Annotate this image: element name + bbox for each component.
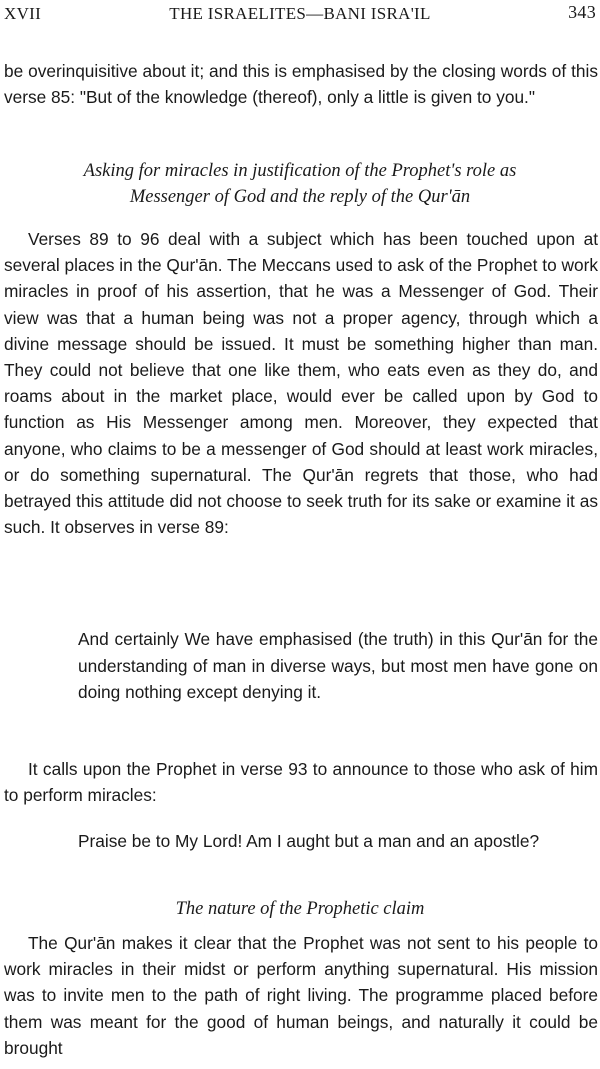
running-title: THE ISRAELITES—BANI ISRA'IL (169, 4, 431, 23)
block-quote-verse-93: Praise be to My Lord! Am I aught but a man and an apostle? (78, 831, 540, 851)
running-head (4, 2, 596, 32)
paragraph-prophetic-claim: The Qur'ān makes it clear that the Prophet was not sent to his people to work miracles in their midst or perform anything supernatural. His mission was to invite men to the path of right living. The programme placed before them was meant for the good of human beings, and naturally it could be brought (4, 933, 598, 1058)
paragraph-verse-93: It calls upon the Prophet in verse 93 to announce to those who ask of him to perform miracles: (4, 759, 598, 806)
block-quote-verse-89: And certainly We have emphasised (the truth) in this Qur'ān for the understanding of man in diverse ways, but most men have gone on doing nothing except denying it. (78, 629, 598, 702)
paragraph-continuation: be overinquisitive about it; and this is emphasised by the closing words of this verse 85: "But of the knowledge (thereof), only a little is given to you." (4, 61, 598, 108)
section-heading-line-1: Asking for miracles in justification of the Prophet's role as (83, 161, 517, 181)
section-heading-line-2: Messenger of God and the reply of the Qur'ān (129, 187, 471, 207)
page-number: 343 (568, 2, 596, 22)
section-heading-prophetic-claim: The nature of the Prophetic claim (175, 899, 425, 919)
paragraph-verses-89-96: Verses 89 to 96 deal with a subject which has been touched upon at several places in the Qur'ān. The Meccans used to ask of the Prophet to work miracles in proof of his assertion, that he was a Messenger of God. Their view was that a human being was not a proper agency, through which a divine message should be issued. It must be something higher than man. They could not believe that one like them, who eats even as they do, and roams about in the market place, would ever be called upon by God to function as His Messenger among men. Moreover, they expected that anyone, who claims to be a messenger of God should at least work miracles, or do something supernatural. The Qur'ān regrets that those, who had betrayed this attitude did not choose to seek truth for its sake or examine it as such. It observes in verse 89: (4, 229, 598, 538)
chapter-number: XVII (4, 4, 42, 23)
